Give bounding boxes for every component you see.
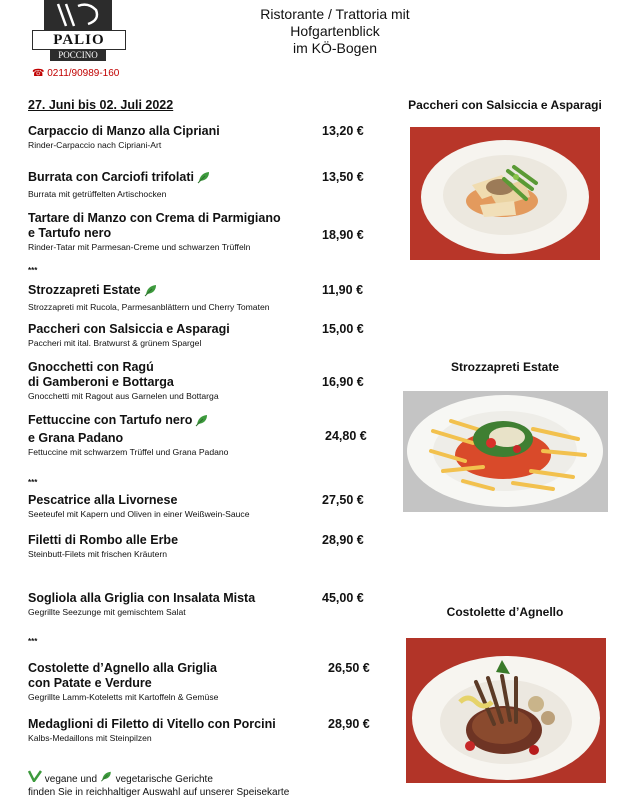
item-name: Costolette d’Agnello alla Griglia [28, 661, 217, 675]
item-price: 18,90 € [322, 228, 364, 242]
diet-legend [28, 770, 289, 799]
header-line-1: Ristorante / Trattoria mit [260, 6, 410, 22]
logo-sub: POCCINO [50, 49, 106, 61]
menu-item [28, 413, 368, 458]
item-name: Filetti di Rombo alle Erbe [28, 533, 179, 547]
phone-icon: ☎ [32, 68, 45, 79]
item-name: Gnocchetti con Ragú [28, 360, 154, 374]
course-separator: *** [28, 478, 38, 487]
legend-note: finden Sie in reichhaltiger Auswahl auf unserer Speisekarte [28, 787, 290, 798]
menu-item [28, 360, 368, 402]
item-name: Paccheri con Salsiccia e Asparagi [28, 322, 230, 336]
item-price: 16,90 € [322, 375, 364, 389]
item-price: 11,90 € [322, 283, 364, 297]
item-description: Gegrillte Seezunge mit gemischtem Salat [28, 607, 186, 617]
photo-title: Costolette d’Agnello [446, 605, 564, 619]
menu-item [28, 322, 368, 349]
menu-item [28, 591, 368, 618]
item-description: Strozzapreti mit Rucola, Parmesanblättern und Cherry Tomaten [28, 302, 270, 312]
item-name-line-2: con Patate e Verdure [28, 676, 152, 690]
header-line-2: Hofgartenblick [290, 23, 380, 39]
item-description: Kalbs-Medaillons mit Steinpilzen [28, 733, 152, 743]
dish-photo-strozzapreti [403, 391, 608, 512]
vegetarian-leaf-icon [197, 170, 211, 188]
item-name: Sogliola alla Griglia con Insalata Mista [28, 591, 256, 605]
item-name: Medaglioni di Filetto di Vitello con Porcini [28, 717, 276, 731]
item-name-line-2: e Grana Padano [28, 431, 124, 445]
item-description: Gegrillte Lamm-Koteletts mit Kartoffeln & Gemüse [28, 692, 219, 702]
restaurant-header [230, 6, 440, 57]
item-name-line-2: e Tartufo nero [28, 226, 112, 240]
item-name: Pescatrice alla Livornese [28, 493, 178, 507]
logo-name: PALIO [32, 30, 126, 50]
item-price: 28,90 € [328, 717, 370, 731]
item-price: 15,00 € [322, 322, 364, 336]
menu-item [28, 170, 368, 200]
vegetarian-leaf-icon [195, 413, 209, 431]
menu-item [28, 283, 368, 313]
item-description: Burrata mit getrüffelten Artischocken [28, 189, 167, 199]
item-name: Burrata con Carciofi trifolati [28, 170, 194, 184]
course-separator: *** [28, 266, 38, 275]
item-name: Strozzapreti Estate [28, 283, 141, 297]
photo-title: Strozzapreti Estate [450, 360, 560, 374]
date-range: 27. Juni bis 02. Juli 2022 [28, 98, 174, 112]
vegetarian-icon [100, 774, 113, 785]
menu-item [28, 211, 368, 253]
course-separator: *** [28, 637, 38, 646]
item-name: Carpaccio di Manzo alla Cipriani [28, 124, 220, 138]
item-price: 26,50 € [328, 661, 370, 675]
menu-item [28, 493, 368, 520]
menu-item [28, 124, 368, 151]
photo-title: Paccheri con Salsiccia e Asparagi [408, 98, 602, 112]
vegan-icon [28, 774, 42, 785]
menu-item [28, 661, 368, 703]
item-description: Gnocchetti mit Ragout aus Garnelen und Bottarga [28, 391, 219, 401]
item-price: 27,50 € [322, 493, 364, 507]
item-name-line-2: di Gamberoni e Bottarga [28, 375, 174, 389]
menu-item [28, 717, 368, 744]
item-name: Tartare di Manzo con Crema di Parmigiano [28, 211, 281, 225]
item-price: 13,50 € [322, 170, 364, 184]
item-price: 24,80 € [325, 429, 367, 443]
item-price: 13,20 € [322, 124, 364, 138]
phone-line [32, 68, 119, 79]
header-line-3: im KÖ-Bogen [292, 40, 378, 56]
logo-emblem [44, 0, 112, 30]
item-description: Steinbutt-Filets mit frischen Kräutern [28, 549, 167, 559]
vegan-leaf-icon [144, 283, 158, 301]
vegan-label: vegane und [44, 774, 98, 785]
item-price: 45,00 € [322, 591, 364, 605]
item-description: Rinder-Carpaccio nach Cipriani-Art [28, 140, 162, 150]
restaurant-logo [28, 0, 128, 62]
phone-number[interactable]: 0211/90989-160 [47, 68, 120, 79]
menu-item [28, 533, 368, 560]
vegetarian-label: vegetarische Gerichte [115, 774, 213, 785]
item-name: Fettuccine con Tartufo nero [28, 413, 193, 427]
item-price: 28,90 € [322, 533, 364, 547]
item-description: Paccheri mit ital. Bratwurst & grünem Spargel [28, 338, 202, 348]
dish-photo-costolette [406, 638, 606, 783]
item-description: Rinder-Tatar mit Parmesan-Creme und schwarzen Trüffeln [28, 242, 251, 252]
item-description: Seeteufel mit Kapern und Oliven in einer Weißwein-Sauce [28, 509, 250, 519]
item-description: Fettuccine mit schwarzem Trüffel und Grana Padano [28, 447, 229, 457]
dish-photo-paccheri [410, 127, 600, 260]
